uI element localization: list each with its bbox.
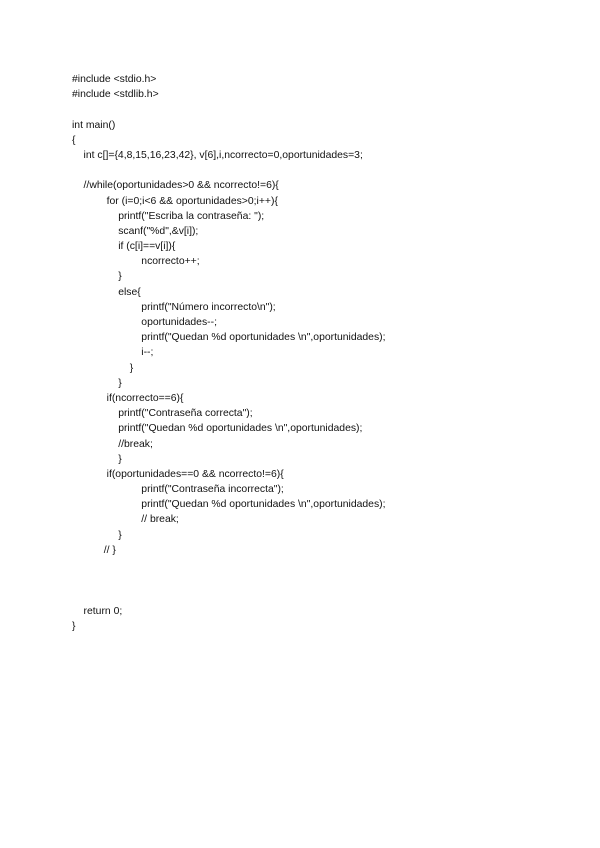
code-line: } bbox=[72, 377, 122, 389]
code-line: printf("Quedan %d oportunidades \n",oportunidades); bbox=[72, 423, 363, 435]
code-line: } bbox=[72, 362, 134, 374]
code-line: int main() bbox=[72, 119, 116, 131]
code-line: } bbox=[72, 453, 122, 465]
code-line: printf("Contraseña correcta"); bbox=[72, 408, 253, 420]
code-line: // break; bbox=[72, 514, 179, 526]
code-line: //break; bbox=[72, 438, 153, 450]
code-line: // } bbox=[72, 544, 116, 556]
code-line bbox=[72, 102, 386, 117]
code-line: i--; bbox=[72, 347, 154, 359]
code-line: } bbox=[72, 620, 76, 632]
code-line: #include <stdio.h> bbox=[72, 74, 157, 85]
code-line bbox=[72, 558, 386, 573]
code-line bbox=[72, 573, 386, 588]
code-line: if (c[i]==v[i]){ bbox=[72, 241, 176, 253]
code-line: #include <stdlib.h> bbox=[72, 89, 159, 101]
code-line: printf("Escriba la contraseña: "); bbox=[72, 210, 265, 222]
code-line: oportunidades--; bbox=[72, 317, 217, 328]
code-line: if(ncorrecto==6){ bbox=[72, 392, 184, 404]
code-line: ncorrecto++; bbox=[72, 256, 200, 268]
code-line: printf("Número incorrecto\n"); bbox=[72, 301, 276, 313]
code-line: printf("Contraseña incorrecta"); bbox=[72, 484, 284, 496]
code-line: printf("Quedan %d oportunidades \n",oportunidades); bbox=[72, 499, 386, 511]
code-line: for (i=0;i<6 && oportunidades>0;i++){ bbox=[72, 195, 278, 207]
code-line: return 0; bbox=[72, 605, 123, 617]
code-line bbox=[72, 588, 386, 603]
code-line: //while(oportunidades>0 && ncorrecto!=6){ bbox=[72, 180, 279, 192]
code-line: } bbox=[72, 529, 122, 541]
code-block bbox=[72, 72, 386, 634]
code-line: printf("Quedan %d oportunidades \n",oportunidades); bbox=[72, 332, 386, 344]
code-line: int c[]={4,8,15,16,23,42}, v[6],i,ncorrecto=0,oportunidades=3; bbox=[72, 149, 363, 161]
code-line: if(oportunidades==0 && ncorrecto!=6){ bbox=[72, 468, 284, 480]
code-line: { bbox=[72, 134, 76, 146]
code-line: else{ bbox=[72, 286, 141, 298]
code-line bbox=[72, 163, 386, 178]
code-line: scanf("%d",&v[i]); bbox=[72, 225, 199, 237]
code-line: } bbox=[72, 271, 122, 283]
